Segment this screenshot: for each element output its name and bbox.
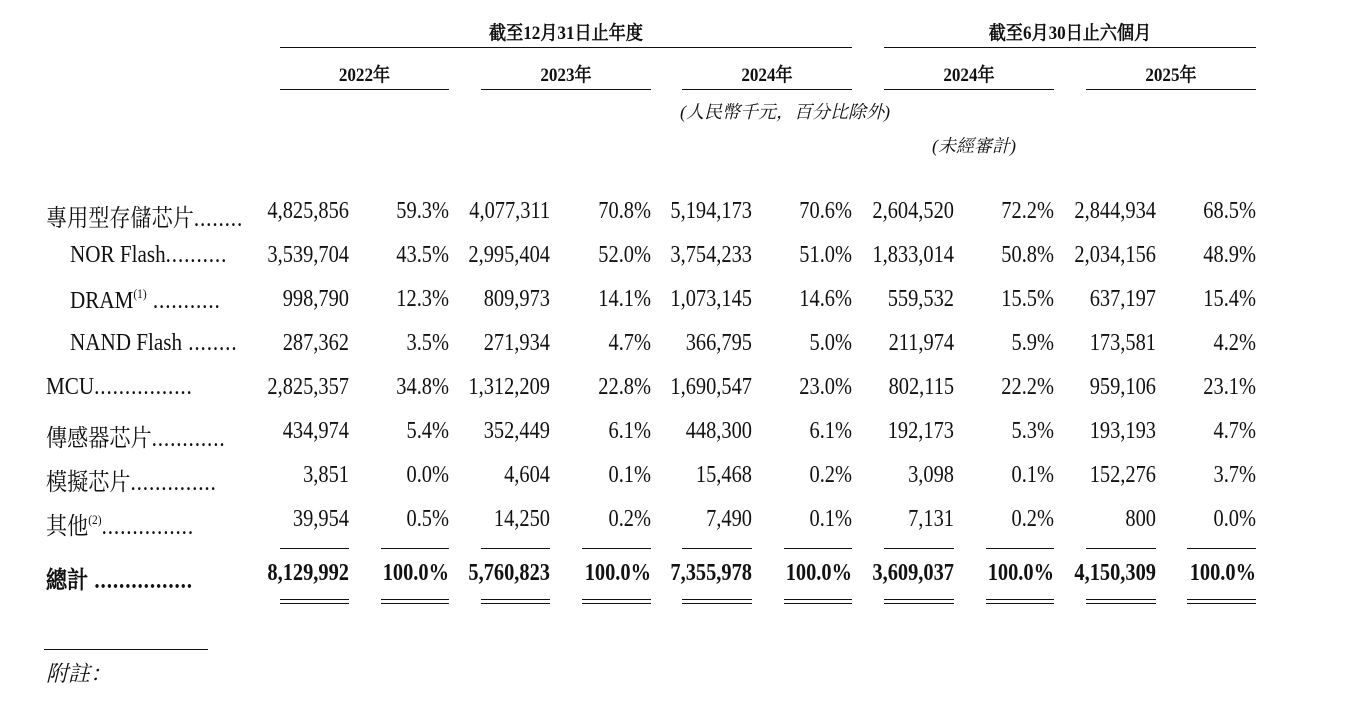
percent-cell: 70.8% (598, 198, 651, 224)
amount-cell: 5,194,173 (670, 198, 752, 224)
group-rule-annual (280, 47, 852, 48)
amount-cell: 8,129,992 (267, 560, 349, 586)
total-double-rule (784, 599, 852, 604)
subtotal-rule (1086, 548, 1156, 549)
amount-cell: 4,825,856 (267, 198, 349, 224)
percent-cell: 100.0% (382, 560, 449, 586)
total-double-rule (682, 599, 752, 604)
amount-cell: 211,974 (888, 330, 954, 356)
table-row (0, 506, 1366, 550)
row-label-text: 其他 (46, 514, 89, 540)
amount-cell: 3,609,037 (872, 560, 954, 586)
unit-note: (人民幣千元，百分比除外) (680, 102, 890, 122)
table-row (0, 286, 1366, 330)
amount-cell: 637,197 (1089, 286, 1156, 312)
leader-dots: ................ (94, 374, 193, 400)
percent-cell: 4.7% (608, 330, 651, 356)
total-double-rule (280, 599, 349, 604)
amount-cell: 4,150,309 (1074, 560, 1156, 586)
row-label (46, 506, 194, 541)
subtotal-rule (381, 548, 449, 549)
percent-cell: 51.0% (799, 242, 852, 268)
year-header-2024: 2024年 (741, 65, 793, 86)
percent-cell: 100.0% (584, 560, 651, 586)
percent-cell: 14.1% (598, 286, 651, 312)
percent-cell: 0.2% (809, 462, 852, 488)
year-rule-2024-h1 (884, 89, 1054, 90)
percent-cell: 43.5% (396, 242, 449, 268)
year-rule-2025-h1 (1086, 89, 1256, 90)
row-label (46, 560, 193, 595)
group-header-interim: 截至6月30日止六個月 (988, 23, 1152, 44)
amount-cell: 7,355,978 (670, 560, 752, 586)
footnote-marker: (1) (133, 286, 147, 301)
year-rule-2024 (682, 89, 852, 90)
unaudited-note: (未經審計) (932, 136, 1016, 156)
amount-cell: 4,077,311 (469, 198, 550, 224)
table-row (0, 330, 1366, 374)
amount-cell: 152,276 (1089, 462, 1156, 488)
subtotal-rule (986, 548, 1054, 549)
percent-cell: 5.9% (1011, 330, 1054, 356)
row-label-text: MCU (46, 374, 95, 400)
amount-cell: 3,754,233 (670, 242, 752, 268)
percent-cell: 70.6% (799, 198, 852, 224)
total-double-rule (582, 599, 651, 604)
amount-cell: 1,833,014 (872, 242, 954, 268)
group-header-annual: 截至12月31日止年度 (489, 23, 643, 44)
percent-cell: 0.1% (608, 462, 651, 488)
group-rule-interim (884, 47, 1256, 48)
percent-cell: 0.2% (1011, 506, 1054, 532)
leader-dots: ............... (101, 514, 194, 540)
row-label (70, 242, 227, 269)
amount-cell: 39,954 (292, 506, 349, 532)
row-label-text: DRAM (70, 288, 134, 314)
year-rule-2022 (280, 89, 449, 90)
percent-cell: 59.3% (396, 198, 449, 224)
percent-cell: 5.0% (809, 330, 852, 356)
leader-dots: ........... (146, 288, 221, 314)
percent-cell: 34.8% (396, 374, 449, 400)
table-row (0, 462, 1366, 506)
row-label-text: 專用型存儲芯片 (46, 206, 194, 232)
year-header-2022: 2022年 (338, 65, 391, 86)
amount-cell: 14,250 (493, 506, 550, 532)
year-header-2025-h1: 2025年 (1145, 65, 1197, 86)
percent-cell: 15.4% (1203, 286, 1256, 312)
year-header-2024-h1: 2024年 (943, 65, 995, 86)
amount-cell: 173,581 (1089, 330, 1156, 356)
footnote-title: 附註： (46, 661, 113, 686)
percent-cell: 4.7% (1213, 418, 1256, 444)
row-label (70, 286, 221, 315)
leader-dots: ............ (151, 426, 226, 452)
amount-cell: 998,790 (282, 286, 349, 312)
percent-cell: 100.0% (785, 560, 852, 586)
leader-dots: ................ (88, 568, 193, 594)
total-double-rule (381, 599, 449, 604)
subtotal-rule (582, 548, 651, 549)
amount-cell: 448,300 (685, 418, 752, 444)
amount-cell: 352,449 (483, 418, 550, 444)
percent-cell: 68.5% (1203, 198, 1256, 224)
percent-cell: 0.5% (406, 506, 449, 532)
amount-cell: 366,795 (685, 330, 752, 356)
amount-cell: 3,539,704 (267, 242, 349, 268)
amount-cell: 193,193 (1089, 418, 1156, 444)
table-row (0, 198, 1366, 242)
percent-cell: 100.0% (987, 560, 1054, 586)
percent-cell: 15.5% (1001, 286, 1054, 312)
row-label-text: 模擬芯片 (46, 470, 131, 496)
amount-cell: 809,973 (483, 286, 550, 312)
amount-cell: 2,844,934 (1074, 198, 1156, 224)
percent-cell: 5.3% (1011, 418, 1054, 444)
amount-cell: 4,604 (504, 462, 550, 488)
amount-cell: 559,532 (887, 286, 954, 312)
leader-dots: ........ (182, 330, 238, 356)
amount-cell: 5,760,823 (468, 560, 550, 586)
amount-cell: 2,604,520 (872, 198, 954, 224)
amount-cell: 1,690,547 (670, 374, 752, 400)
leader-dots: ........ (193, 206, 244, 232)
percent-cell: 52.0% (598, 242, 651, 268)
percent-cell: 4.2% (1213, 330, 1256, 356)
total-double-rule (884, 599, 954, 604)
table-row (0, 242, 1366, 286)
row-label-text: 總計 (46, 568, 89, 594)
subtotal-rule (1187, 548, 1256, 549)
percent-cell: 48.9% (1203, 242, 1256, 268)
total-double-rule (986, 599, 1054, 604)
total-double-rule (1187, 599, 1256, 604)
footnote-rule (44, 649, 208, 650)
percent-cell: 0.2% (608, 506, 651, 532)
row-label-text: NOR Flash (70, 242, 166, 268)
subtotal-rule (280, 548, 349, 549)
footnote-marker: (2) (88, 512, 102, 527)
amount-cell: 959,106 (1089, 374, 1156, 400)
amount-cell: 3,851 (303, 462, 349, 488)
row-label-text: 傳感器芯片 (46, 426, 152, 452)
amount-cell: 192,173 (887, 418, 954, 444)
percent-cell: 0.0% (406, 462, 449, 488)
percent-cell: 100.0% (1189, 560, 1256, 586)
percent-cell: 12.3% (396, 286, 449, 312)
amount-cell: 800 (1125, 506, 1156, 532)
row-label (46, 418, 226, 453)
amount-cell: 802,115 (888, 374, 954, 400)
row-label-text: NAND Flash (70, 330, 183, 356)
total-double-rule (481, 599, 550, 604)
row-label (46, 374, 193, 401)
percent-cell: 0.1% (1011, 462, 1054, 488)
percent-cell: 6.1% (809, 418, 852, 444)
percent-cell: 22.8% (598, 374, 651, 400)
percent-cell: 72.2% (1001, 198, 1054, 224)
year-rule-2023 (481, 89, 651, 90)
percent-cell: 3.7% (1213, 462, 1256, 488)
percent-cell: 50.8% (1001, 242, 1054, 268)
percent-cell: 23.0% (799, 374, 852, 400)
amount-cell: 287,362 (282, 330, 349, 356)
amount-cell: 3,098 (908, 462, 954, 488)
year-header-2023: 2023年 (540, 65, 592, 86)
subtotal-rule (884, 548, 954, 549)
amount-cell: 1,073,145 (670, 286, 752, 312)
total-row (0, 560, 1366, 604)
total-double-rule (1086, 599, 1156, 604)
amount-cell: 7,131 (908, 506, 954, 532)
subtotal-rule (784, 548, 852, 549)
amount-cell: 2,825,357 (267, 374, 349, 400)
amount-cell: 15,468 (695, 462, 752, 488)
percent-cell: 5.4% (406, 418, 449, 444)
amount-cell: 1,312,209 (468, 374, 550, 400)
amount-cell: 7,490 (706, 506, 752, 532)
amount-cell: 271,934 (483, 330, 550, 356)
percent-cell: 0.0% (1213, 506, 1256, 532)
row-label (46, 462, 217, 497)
table-row (0, 418, 1366, 462)
subtotal-rule (481, 548, 550, 549)
amount-cell: 434,974 (282, 418, 349, 444)
percent-cell: 14.6% (799, 286, 852, 312)
percent-cell: 3.5% (406, 330, 449, 356)
percent-cell: 22.2% (1001, 374, 1054, 400)
amount-cell: 2,995,404 (468, 242, 550, 268)
leader-dots: .............. (130, 470, 217, 496)
amount-cell: 2,034,156 (1074, 242, 1156, 268)
percent-cell: 6.1% (608, 418, 651, 444)
leader-dots: .......... (165, 242, 228, 268)
table-row (0, 374, 1366, 418)
percent-cell: 0.1% (809, 506, 852, 532)
subtotal-rule (682, 548, 752, 549)
percent-cell: 23.1% (1203, 374, 1256, 400)
